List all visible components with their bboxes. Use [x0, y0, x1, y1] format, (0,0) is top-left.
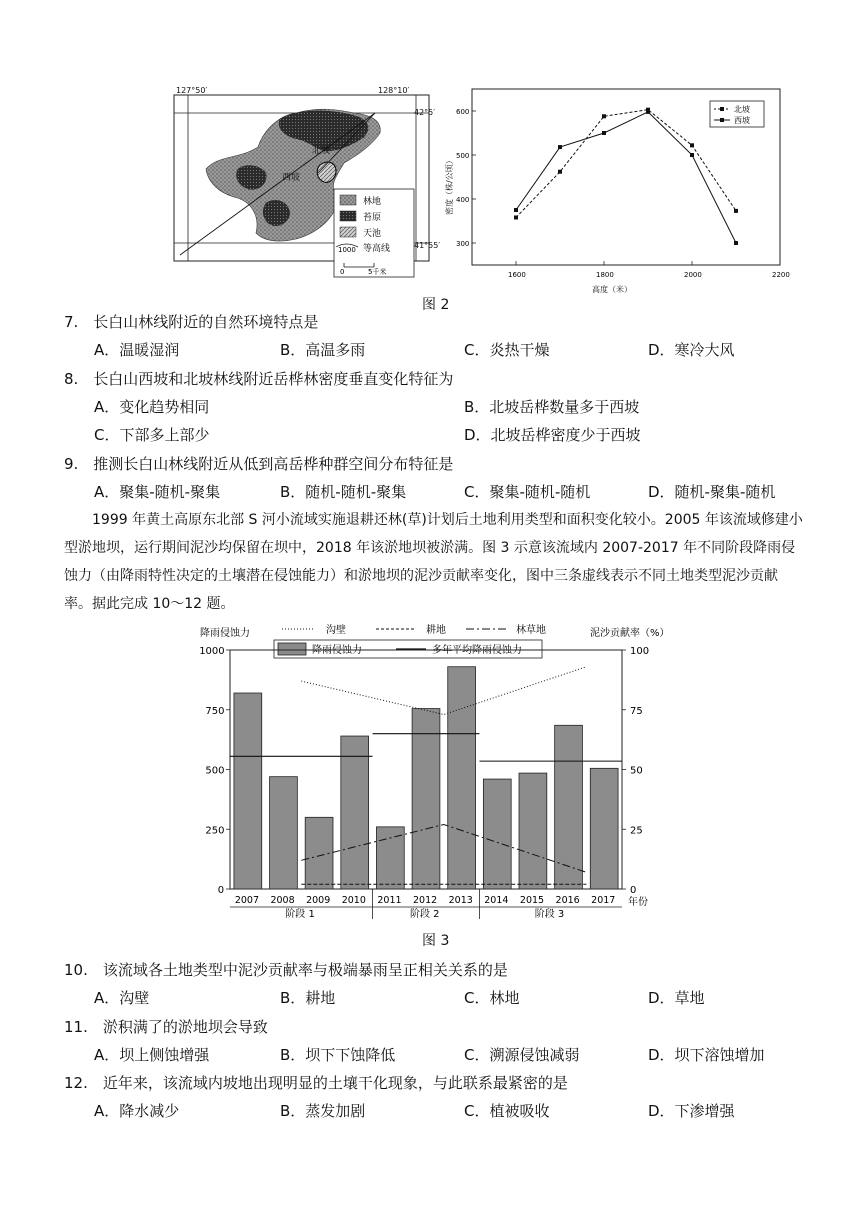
fig3-ytick-left-label: 0: [217, 885, 225, 896]
fig2-point-west: [558, 145, 562, 149]
fig2-ytick-label: 600: [456, 108, 470, 116]
fig3-ytick-right-label: 75: [630, 705, 643, 717]
fig2-point-west: [690, 153, 694, 157]
fig3-bar-2016: [555, 725, 583, 889]
q9-option-d[interactable]: D．随机-聚集-随机: [648, 483, 776, 501]
fig3-legend-gully: 沟壁: [326, 625, 346, 636]
q11-stem: 11. 淤积满了的淤地坝会导致: [64, 1018, 268, 1036]
fig3-xtick-label: 2009: [306, 895, 331, 906]
fig3-ytick-left-label: 750: [205, 705, 225, 717]
q12-option-d[interactable]: D．下渗增强: [648, 1102, 735, 1120]
fig2-point-west: [646, 110, 650, 114]
fig3-xtick-label: 2007: [234, 895, 260, 906]
q10-option-b[interactable]: B．耕地: [280, 989, 336, 1007]
legend-lake-label: 天池: [363, 229, 382, 239]
legend-contour-label: 等高线: [363, 244, 391, 254]
fig2-xlabel: 高度（米）: [592, 285, 632, 294]
map-lat-bottom: 41°55′: [414, 241, 440, 250]
q11-option-d[interactable]: D．坝下溶蚀增加: [648, 1046, 765, 1064]
fig3-bar-2015: [519, 773, 547, 889]
fig3-ytick-left-label: 500: [205, 765, 225, 777]
fig3-bar-2014: [483, 779, 511, 889]
fig3-bar-2017: [590, 768, 618, 889]
fig3-xtick-label: 2015: [519, 895, 545, 906]
fig2-legend-north: 北坡: [734, 105, 750, 114]
fig2-xtick-label: 1800: [596, 271, 614, 279]
fig3-ytick-left-label: 1000: [199, 646, 225, 657]
q7-stem: 7. 长白山林线附近的自然环境特点是: [64, 313, 319, 331]
fig2-point-north: [734, 209, 738, 213]
legend-lake-swatch: [340, 227, 356, 237]
fig3-stage-label: 阶段 1: [285, 909, 315, 920]
fig3-ytick-right-label: 50: [630, 765, 643, 777]
q11-option-c[interactable]: C．溯源侵蚀减弱: [464, 1046, 580, 1064]
fig3-xlabel: 年份: [628, 897, 648, 908]
q8-stem: 8. 长白山西坡和北坡林线附近岳桦林密度垂直变化特征为: [64, 370, 454, 388]
fig2-ytick-label: 400: [456, 196, 470, 204]
fig2-legend-west: 西坡: [734, 116, 750, 125]
passage-text: 1999 年黄土高原东北部 S 河小流域实施退耕还林(草)计划后土地利用类型和面积变化较小。2005 年该流域修建小型淤地坝，运行期间泥沙均保留在坝中，2018 年该淤地坝被淤满。图 3 示意该流域内 2007-2017 年不同阶段降雨侵蚀力（由降雨特性决定的土壤潜在侵蚀能力）和淤地坝的泥沙贡献率变化，图中三条虚线表示不同土地类型泥沙贡献率。据此完成 10～12 题。: [64, 512, 803, 612]
q10-option-d[interactable]: D．草地: [648, 989, 705, 1007]
fig2-series-west-line: [516, 112, 736, 243]
fig3-xtick-label: 2011: [377, 895, 402, 906]
fig2-xtick-label: 2000: [684, 271, 702, 279]
fig3-bar-2013: [448, 667, 476, 889]
map-lon-right: 128°10′: [378, 86, 410, 95]
fig3-bar-2010: [341, 736, 369, 889]
map-lat-top: 42°5′: [414, 108, 436, 117]
legend-tundra-label: 苔原: [363, 213, 382, 223]
fig3-legend-mean: 多年平均降雨侵蚀力: [432, 645, 522, 656]
fig3-xtick-label: 2014: [484, 895, 509, 906]
q9-stem: 9. 推测长白山林线附近从低到高岳桦种群空间分布特征是: [64, 455, 454, 473]
q7-option-c[interactable]: C．炎热干燥: [464, 341, 550, 359]
fig3-ytick-right-label: 0: [630, 885, 637, 896]
q12-option-a[interactable]: A．降水减少: [94, 1102, 180, 1120]
fig2-point-north: [558, 170, 562, 174]
fig3-ytick-left-label: 250: [205, 825, 225, 837]
q10-option-a[interactable]: A．沟壁: [94, 989, 150, 1007]
fig3-contrib-line-1: [301, 667, 586, 715]
fig3-xtick-label: 2016: [555, 895, 580, 906]
fig2-point-north: [690, 143, 694, 147]
fig2-xtick-label: 2200: [772, 271, 790, 279]
q8-option-c[interactable]: C．下部多上部少: [94, 426, 210, 444]
fig3-bar-2008: [270, 777, 298, 889]
figure2-line-chart: [440, 85, 790, 300]
fig3-xtick-label: 2012: [413, 895, 438, 906]
q9-option-a[interactable]: A．聚集-随机-聚集: [94, 483, 221, 501]
fig2-ytick-label: 500: [456, 152, 470, 160]
q12-stem: 12. 近年来，该流域内坡地出现明显的土壤干化现象，与此联系最紧密的是: [64, 1074, 568, 1092]
figure3-caption: 图 3: [422, 933, 450, 949]
map-scale-label: 5千米: [368, 268, 387, 276]
legend-tundra-swatch: [340, 211, 356, 221]
q7-option-a[interactable]: A．温暖湿润: [94, 341, 180, 359]
q10-option-c[interactable]: C．林地: [464, 989, 520, 1007]
q12-option-c[interactable]: C．植被吸收: [464, 1102, 550, 1120]
fig3-xtick-label: 2008: [270, 895, 295, 906]
q7-option-b[interactable]: B．高温多雨: [280, 341, 366, 359]
fig3-ylabel-left: 降雨侵蚀力: [200, 628, 250, 639]
fig3-ylabel-right: 泥沙贡献率（%）: [590, 628, 670, 639]
q11-option-b[interactable]: B．坝下下蚀降低: [280, 1046, 396, 1064]
fig2-xtick-label: 1600: [508, 271, 526, 279]
figure3-bar-chart: [190, 620, 670, 925]
fig2-point-west: [514, 208, 518, 212]
fig3-legend-farmland: 耕地: [426, 625, 446, 636]
q8-option-d[interactable]: D．北坡岳桦密度少于西坡: [464, 426, 641, 444]
map-lon-left: 127°50′: [176, 86, 208, 95]
q7-option-d[interactable]: D．寒冷大风: [648, 341, 735, 359]
q8-option-a[interactable]: A．变化趋势相同: [94, 398, 210, 416]
legend-forest-swatch: [340, 195, 356, 205]
fig3-xtick-label: 2017: [591, 895, 616, 906]
fig3-xtick-label: 2013: [448, 895, 473, 906]
q8-option-b[interactable]: B．北坡岳桦数量多于西坡: [464, 398, 640, 416]
legend-forest-label: 林地: [363, 197, 382, 207]
q11-option-a[interactable]: A．坝上侧蚀增强: [94, 1046, 210, 1064]
fig2-point-north: [514, 215, 518, 219]
fig2-ylabel: 密度（株/公顷）: [445, 156, 454, 215]
q10-stem: 10. 该流域各土地类型中泥沙贡献率与极端暴雨呈正相关关系的是: [64, 961, 508, 979]
fig3-bar-2011: [376, 827, 404, 889]
fig3-bar-2012: [412, 709, 440, 889]
q9-option-c[interactable]: C．聚集-随机-随机: [464, 483, 591, 501]
q9-option-b[interactable]: B．随机-随机-聚集: [280, 483, 407, 501]
fig3-ytick-right-label: 25: [630, 825, 643, 837]
map-scale-zero: 0: [340, 268, 345, 276]
figure2-map: [168, 85, 440, 290]
fig2-point-west: [734, 241, 738, 245]
figure2-caption: 图 2: [422, 297, 450, 313]
fig3-stage-label: 阶段 3: [534, 909, 565, 920]
map-label-north: 北坡: [312, 146, 331, 156]
q12-option-b[interactable]: B．蒸发加剧: [280, 1102, 366, 1120]
fig3-stage-label: 阶段 2: [410, 909, 440, 920]
map-tianchi-lake: [317, 162, 336, 182]
fig2-point-north: [602, 114, 606, 118]
legend-contour-value: 1000: [338, 246, 356, 254]
map-label-west: 西坡: [282, 173, 301, 183]
fig3-ytick-right-label: 100: [630, 646, 650, 657]
fig3-legend-erosivity: 降雨侵蚀力: [312, 645, 362, 656]
fig2-ytick-label: 300: [456, 240, 470, 248]
fig3-xtick-label: 2010: [341, 895, 366, 906]
fig3-bar-2007: [234, 693, 262, 889]
fig3-legend-forest: 林草地: [516, 625, 546, 636]
fig2-point-west: [602, 131, 606, 135]
